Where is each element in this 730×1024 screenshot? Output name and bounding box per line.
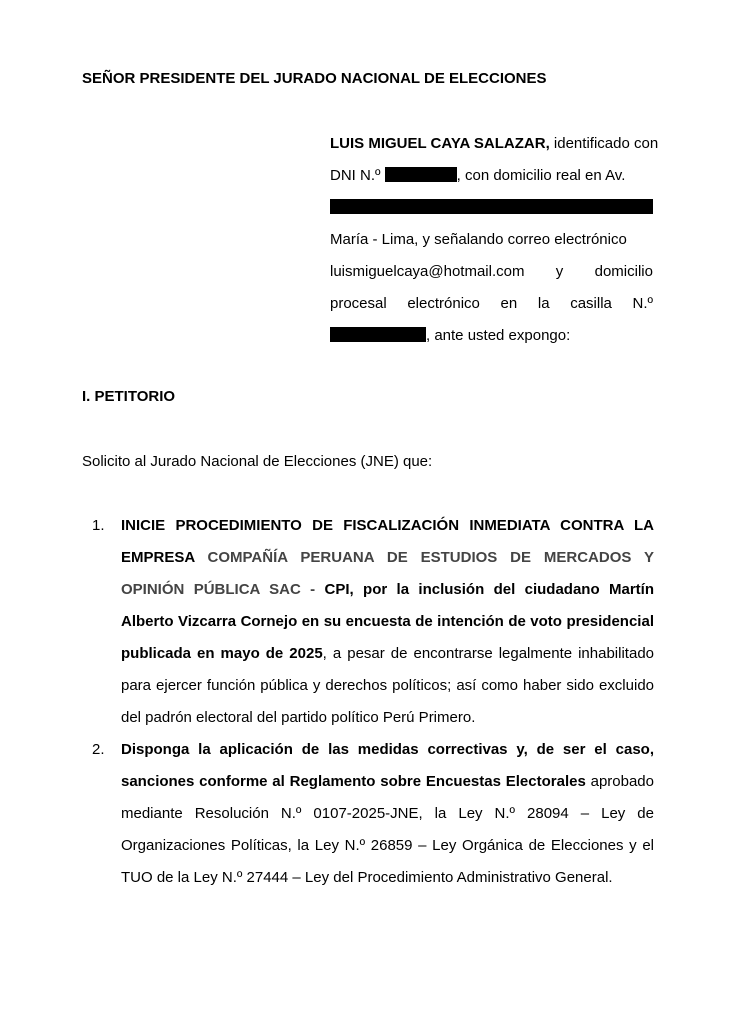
email-text: luismiguelcaya@hotmail.com [330, 263, 525, 280]
word-y: y [555, 263, 564, 280]
item-text: , a pesar de encontrarse legalmente inhabilitado para ejercer función pública y derechos políticos; así como haber sido excluido del padrón electoral del partido político Perú Primero. [121, 645, 654, 726]
section-title: I. PETITORIO [82, 388, 176, 405]
closing-text: , ante usted expongo: [426, 327, 571, 344]
intro-text: Solicito al Jurado Nacional de Elecciones (JNE) que: [82, 453, 433, 470]
word-electronico: electrónico [407, 295, 480, 312]
petitioner-block [330, 128, 659, 352]
item-bold-text-2: CPI, por la inclusión del ciudadano Martín Alberto Vizcarra Cornejo en su encuesta de intención de voto presidencial publicada en mayo de 2025 [121, 581, 654, 662]
list-item [82, 734, 654, 894]
word-domicilio: domicilio [594, 263, 653, 280]
item-bold-text: INICIE PROCEDIMIENTO DE FISCALIZACIÓN INMEDIATA CONTRA LA EMPRESA [121, 517, 654, 566]
document-heading: SEÑOR PRESIDENTE DEL JURADO NACIONAL DE ELECCIONES [82, 70, 547, 87]
item-number: 1. [92, 517, 105, 534]
petitioner-line-3 [330, 192, 653, 224]
petition-list [82, 510, 654, 894]
word-la: la [537, 295, 550, 312]
company-name: COMPAÑÍA PERUANA DE ESTUDIOS DE MERCADOS Y OPINIÓN PÚBLICA SAC - [121, 549, 654, 598]
petitioner-id-text: identificado con [549, 135, 659, 152]
dni-suffix: , con domicilio real en Av. [456, 167, 626, 184]
petitioner-line-4: María - Lima, y señalando correo electrónico [330, 231, 627, 248]
item-number: 2. [92, 741, 105, 758]
redacted-address [330, 199, 653, 214]
petitioner-line-1 [330, 128, 659, 160]
word-numero: N.º [632, 295, 653, 312]
petitioner-name: LUIS MIGUEL CAYA SALAZAR, [330, 135, 550, 152]
list-item [82, 510, 654, 734]
petitioner-line-2 [330, 160, 653, 192]
word-casilla: casilla [570, 295, 612, 312]
petitioner-line-6 [330, 288, 653, 320]
petitioner-line-7 [330, 320, 653, 352]
item-text: aprobado mediante Resolución N.º 0107-2025-JNE, la Ley N.º 28094 – Ley de Organizaciones Políticas, la Ley N.º 26859 – Ley Orgánica de Elecciones y el TUO de la Ley N.º 27444 – Ley del Procedimiento Administrativo General. [121, 773, 654, 886]
redacted-dni [385, 167, 457, 182]
petitioner-line-5 [330, 256, 653, 288]
word-procesal: procesal [330, 295, 387, 312]
word-en: en [500, 295, 518, 312]
redacted-casilla [330, 327, 426, 342]
item-bold-text: Disponga la aplicación de las medidas correctivas y, de ser el caso, sanciones conforme al Reglamento sobre Encuestas Electorales [121, 741, 654, 790]
dni-prefix: DNI N.º [330, 167, 381, 184]
